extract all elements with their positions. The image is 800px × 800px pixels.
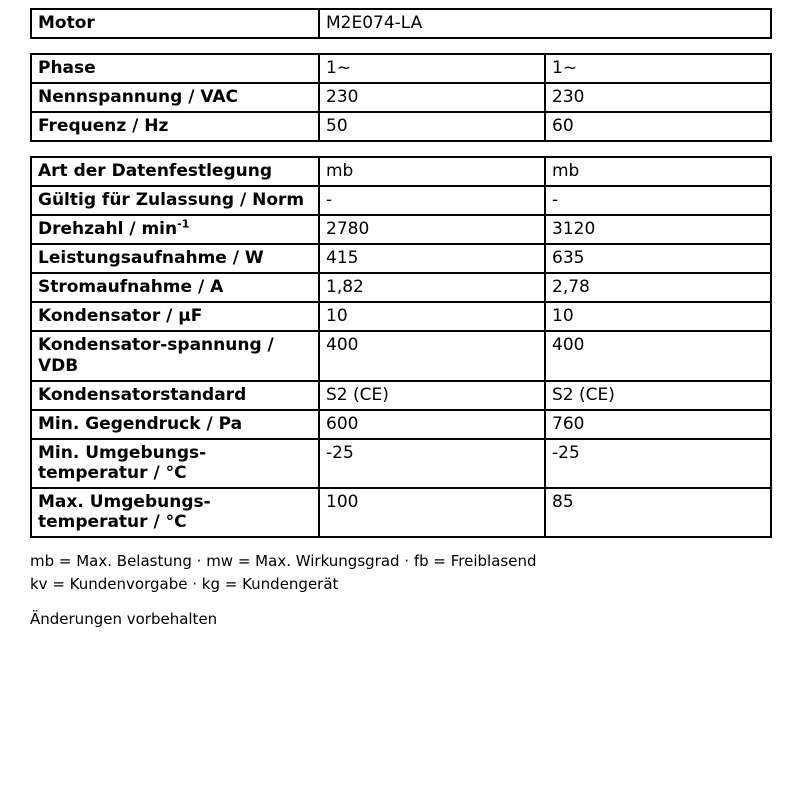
motor-label: Motor bbox=[31, 9, 319, 38]
row-label-text: Drehzahl / min bbox=[38, 219, 178, 240]
table-row bbox=[31, 302, 771, 331]
table-row bbox=[31, 488, 771, 537]
row-value-col1: 1,82 bbox=[319, 273, 545, 302]
row-value-col2: 230 bbox=[545, 83, 771, 112]
table-row bbox=[31, 157, 771, 186]
footnotes bbox=[30, 550, 770, 597]
row-value-col1: -25 bbox=[319, 439, 545, 488]
footnote-line-1: mb = Max. Belastung · mw = Max. Wirkungsgrad · fb = Freiblasend bbox=[30, 551, 537, 570]
row-value-col1: 1~ bbox=[319, 54, 545, 83]
row-value-col2: 60 bbox=[545, 112, 771, 141]
table-gap-1 bbox=[30, 39, 770, 53]
table-row bbox=[31, 273, 771, 302]
row-value-col1: 600 bbox=[319, 410, 545, 439]
table-row bbox=[31, 410, 771, 439]
motor-value: M2E074-LA bbox=[319, 9, 771, 38]
row-value-col1: 50 bbox=[319, 112, 545, 141]
row-label: Kondensator-spannung / VDB bbox=[31, 331, 319, 380]
table-row bbox=[31, 186, 771, 215]
row-label: Frequenz / Hz bbox=[31, 112, 319, 141]
row-label: Nennspannung / VAC bbox=[31, 83, 319, 112]
table-row bbox=[31, 9, 771, 38]
row-label: Art der Datenfestlegung bbox=[31, 157, 319, 186]
row-value-col1: 2780 bbox=[319, 215, 545, 244]
table-row bbox=[31, 112, 771, 141]
row-label-superscript: -1 bbox=[177, 217, 190, 231]
row-value-col1: 100 bbox=[319, 488, 545, 537]
table-row bbox=[31, 439, 771, 488]
row-value-col2: mb bbox=[545, 157, 771, 186]
table-row bbox=[31, 331, 771, 380]
row-label bbox=[31, 215, 319, 244]
row-label: Gültig für Zulassung / Norm bbox=[31, 186, 319, 215]
motor-header-table bbox=[30, 8, 772, 39]
row-value-col1: - bbox=[319, 186, 545, 215]
row-value-col2: 85 bbox=[545, 488, 771, 537]
table-row bbox=[31, 381, 771, 410]
row-value-col2: S2 (CE) bbox=[545, 381, 771, 410]
row-label: Leistungsaufnahme / W bbox=[31, 244, 319, 273]
row-label: Kondensator / µF bbox=[31, 302, 319, 331]
row-value-col2: 1~ bbox=[545, 54, 771, 83]
electrical-table bbox=[30, 53, 772, 142]
table-row bbox=[31, 83, 771, 112]
table-row bbox=[31, 215, 771, 244]
table-row bbox=[31, 54, 771, 83]
row-value-col1: 400 bbox=[319, 331, 545, 380]
row-value-col1: S2 (CE) bbox=[319, 381, 545, 410]
row-value-col2: -25 bbox=[545, 439, 771, 488]
row-label: Min. Umgebungs-temperatur / °C bbox=[31, 439, 319, 488]
row-value-col2: - bbox=[545, 186, 771, 215]
row-label: Stromaufnahme / A bbox=[31, 273, 319, 302]
specifications-table bbox=[30, 156, 772, 538]
changes-note: Änderungen vorbehalten bbox=[30, 610, 218, 629]
table-gap-2 bbox=[30, 142, 770, 156]
row-value-col2: 3120 bbox=[545, 215, 771, 244]
row-label: Phase bbox=[31, 54, 319, 83]
footnote-line-2: kv = Kundenvorgabe · kg = Kundengerät bbox=[30, 575, 339, 594]
row-value-col2: 760 bbox=[545, 410, 771, 439]
row-value-col2: 400 bbox=[545, 331, 771, 380]
row-label: Kondensatorstandard bbox=[31, 381, 319, 410]
row-value-col1: 230 bbox=[319, 83, 545, 112]
row-value-col2: 2,78 bbox=[545, 273, 771, 302]
row-value-col1: mb bbox=[319, 157, 545, 186]
row-label: Max. Umgebungs-temperatur / °C bbox=[31, 488, 319, 537]
table-row bbox=[31, 244, 771, 273]
row-value-col2: 10 bbox=[545, 302, 771, 331]
row-value-col1: 10 bbox=[319, 302, 545, 331]
row-label: Min. Gegendruck / Pa bbox=[31, 410, 319, 439]
row-value-col1: 415 bbox=[319, 244, 545, 273]
row-value-col2: 635 bbox=[545, 244, 771, 273]
